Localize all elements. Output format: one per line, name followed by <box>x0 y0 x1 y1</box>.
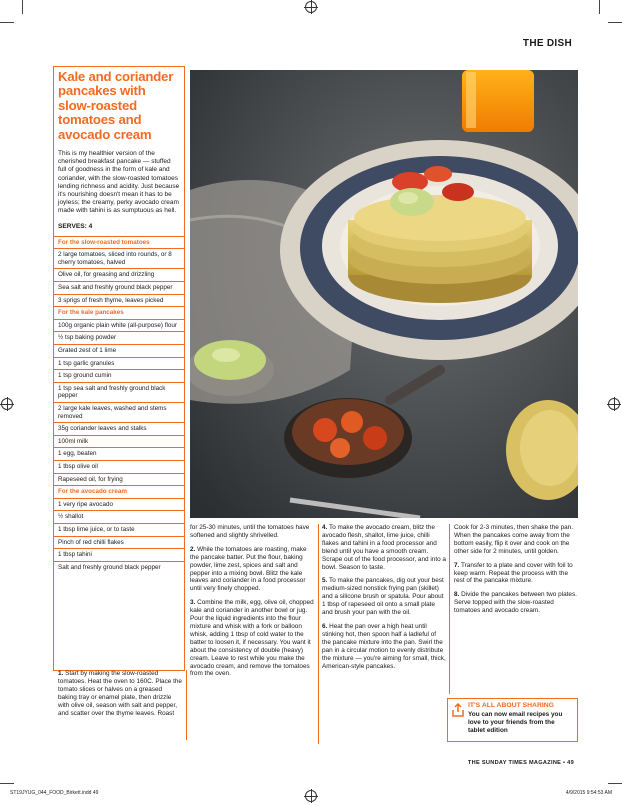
step-number: 6. <box>322 622 328 630</box>
step-number: 4. <box>322 524 328 531</box>
method-step <box>454 562 578 586</box>
step-number: 3. <box>190 599 196 607</box>
registration-mark-left <box>1 398 13 410</box>
step-text: Heat the pan over a high heat until stinking hot, then spoon half a ladleful of the pancake mixture into the pan. Swirl the pan in a circular motion to evenly distribute the mixture — you're aiming for small, thick, American-style pancakes. <box>322 622 446 670</box>
step-text: for 25-30 minutes, until the tomatoes have softened and slightly shrivelled. <box>190 524 310 539</box>
step-text: Transfer to a plate and cover with foil to keep warm. Repeat the process with the rest of the pancake mixture. <box>454 561 573 585</box>
trim-mark <box>0 22 14 23</box>
pancake-stack-illustration <box>190 70 578 518</box>
ingredient-section-heading: For the kale pancakes <box>54 306 184 319</box>
step-number: 1. <box>58 670 64 677</box>
ingredient-item: 1 tbsp lime juice, or to taste <box>54 523 184 536</box>
trim-mark <box>608 783 622 784</box>
method-step <box>322 623 446 670</box>
ingredient-item: ½ tsp baking powder <box>54 331 184 344</box>
print-date: 4/9/2015 9:54:53 AM <box>565 790 612 796</box>
step-number: 5. <box>322 577 328 585</box>
share-icon <box>452 703 464 717</box>
trim-mark <box>0 783 14 784</box>
ingredient-item: 2 large tomatoes, sliced into rounds, or 8 cherry tomatoes, halved <box>54 248 184 268</box>
ingredient-item: 2 large kale leaves, washed and stems removed <box>54 402 184 422</box>
ingredient-item: Grated zest of 1 lime <box>54 344 184 357</box>
sharing-text: You can now email recipes you love to your friends from the tablet edition <box>468 711 563 734</box>
registration-mark-top <box>305 1 317 13</box>
method-step <box>190 599 314 678</box>
ingredient-item: 100g organic plain white (all-purpose) flour <box>54 319 184 332</box>
print-slug: ST19JYUG_044_FOOD_Birkett.indd 49 <box>10 790 99 796</box>
step-number: 2. <box>190 545 196 553</box>
ingredient-item: 35g coriander leaves and stalks <box>54 422 184 435</box>
step-text: While the tomatoes are roasting, make the pancake batter. Put the flour, baking powder, lime zest, spices and salt and pepper into a mixing bowl. Blitz the kale leaves and coriander in a food processor until very finely chopped. <box>190 545 307 593</box>
step-number: 8. <box>454 591 460 599</box>
sharing-title: IT'S ALL ABOUT SHARING <box>468 702 554 709</box>
step-number: 7. <box>454 561 460 569</box>
serves-label: SERVES: 4 <box>58 222 93 230</box>
ingredient-item: 1 egg, beaten <box>54 447 184 460</box>
ingredient-item: Rapeseed oil, for frying <box>54 473 184 486</box>
ingredient-item: 1 very ripe avocado <box>54 498 184 511</box>
ingredient-item: 1 tsp garlic granules <box>54 357 184 370</box>
column-divider <box>449 524 450 694</box>
step-text: Divide the pancakes between two plates. Serve topped with the slow-roasted tomatoes and avocado cream. <box>454 591 577 615</box>
method-step <box>322 524 446 571</box>
recipe-title: Kale and coriander pancakes with slow-roasted tomatoes and avocado cream <box>58 69 174 142</box>
recipe-photo <box>190 70 578 518</box>
method-step <box>190 546 314 593</box>
ingredient-item: Pinch of red chilli flakes <box>54 536 184 549</box>
ingredient-item: 100ml milk <box>54 435 184 448</box>
trim-mark <box>22 0 23 14</box>
ingredient-item: 1 tbsp olive oil <box>54 460 184 473</box>
trim-mark <box>599 0 600 14</box>
trim-mark <box>608 22 622 23</box>
step-text: Start by making the slow-roasted tomatoes. Heat the oven to 160C. Place the tomato slices or halves on a greased baking tray or enamel plate, then drizzle with olive oil, season with salt and pepper, and scatter over the thyme leaves. Roast <box>58 670 182 717</box>
method-column-3 <box>322 524 446 676</box>
step-text: To make the pancakes, dig out your best medium-sized nonstick frying pan (skillet) and a silicone brush or spatula. Pour about 1 tbsp of rapeseed oil onto a small plate and brush your pan with the oil. <box>322 577 444 617</box>
ingredient-item: Olive oil, for greasing and drizzling <box>54 268 184 281</box>
column-divider <box>318 524 319 744</box>
method-step <box>190 524 314 540</box>
method-step <box>454 591 578 615</box>
magazine-footer: THE SUNDAY TIMES MAGAZINE • 49 <box>467 760 574 766</box>
step-text: Cook for 2-3 minutes, then shake the pan. When the pancakes come away from the bottom easily, flip it over and cook on the other side for 2 minutes, until golden. <box>454 524 574 555</box>
recipe-sidebar <box>53 66 185 671</box>
method-column-4 <box>454 524 578 621</box>
ingredient-item: 1 tsp sea salt and freshly ground black pepper <box>54 382 184 402</box>
section-label: THE DISH <box>522 38 572 49</box>
ingredient-list <box>54 236 184 574</box>
method-column-2 <box>190 524 314 684</box>
ingredient-item: ½ shallot <box>54 510 184 523</box>
method-step <box>58 670 182 717</box>
method-column-1 <box>58 670 182 723</box>
column-divider <box>186 670 187 740</box>
ingredient-item: 1 tsp ground cumin <box>54 369 184 382</box>
ingredient-section-heading: For the avocado cream <box>54 485 184 498</box>
recipe-intro: This is my healthier version of the cherished breakfast pancake — stuffed full of goodness in the form of kale and coriander, with the slow-roasted tomatoes lending richness and acidity. Just because it's nourishing doesn't mean it has to be joyless; the creamy, perky avocado cream made with tahini is as sumptuous as hell. <box>58 150 180 215</box>
ingredient-item: 1 tbsp tahini <box>54 548 184 561</box>
sharing-callout <box>447 698 578 742</box>
ingredient-section-heading: For the slow-roasted tomatoes <box>54 236 184 249</box>
step-text: Combine the milk, egg, olive oil, chopped kale and coriander in another bowl or jug. Pour the liquid ingredients into the flour mixture and whisk with a fork or balloon whisk, adding 1 tbsp of cold water to the batter to loosen it, if necessary. You want it about the consistency of double (heavy) cream. Leave to rest while you make the avocado cream, and remove the tomatoes from the oven. <box>190 599 314 678</box>
ingredient-item: Salt and freshly ground black pepper <box>54 561 184 574</box>
ingredient-item: 3 sprigs of fresh thyme, leaves picked <box>54 294 184 307</box>
method-step <box>454 524 578 556</box>
ingredient-item: Sea salt and freshly ground black pepper <box>54 281 184 294</box>
step-text: To make the avocado cream, blitz the avocado flesh, shallot, lime juice, chilli flakes and tahini in a food processor and blend until you have a smooth cream. Scrape out of the food processor, and into a bowl. Season to taste. <box>322 524 446 571</box>
method-step <box>322 577 446 617</box>
registration-mark-right <box>608 398 620 410</box>
registration-mark-bottom <box>305 790 317 802</box>
